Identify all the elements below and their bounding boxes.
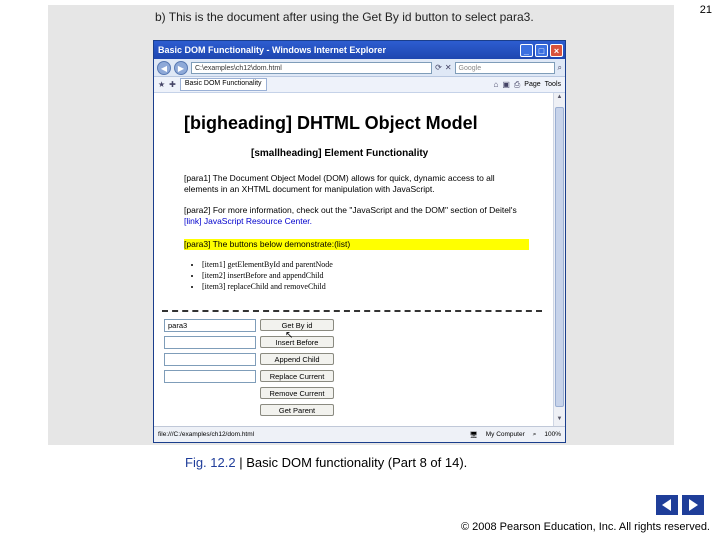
window-title: Basic DOM Functionality - Windows Internet Explorer [158, 45, 386, 55]
append-child-button[interactable]: Append Child [260, 353, 334, 365]
remove-current-button[interactable]: Remove Current [260, 387, 334, 399]
vertical-scrollbar[interactable] [553, 93, 565, 426]
list-item: • [item2] insertBefore and appendChild [202, 270, 333, 281]
feeds-icon[interactable]: ▣ [502, 80, 510, 89]
forward-icon[interactable]: ▶ [174, 61, 188, 75]
refresh-icon[interactable]: ⟳ [435, 63, 442, 72]
browser-window [153, 40, 566, 443]
figure-caption [185, 455, 467, 470]
status-bar [154, 426, 565, 442]
para3-highlighted: [para3] The buttons below demonstrate:(list) [184, 239, 529, 250]
list-item: • [item3] replaceChild and removeChild [202, 281, 333, 292]
append-input[interactable] [164, 353, 256, 366]
zoom-icon[interactable]: ⌕ [532, 430, 537, 438]
figure-number: Fig. 12.2 [185, 455, 236, 470]
scroll-up-icon[interactable]: ▲ [556, 94, 563, 100]
tools-menu[interactable]: Tools [544, 81, 561, 88]
insert-before-button[interactable]: Insert Before [260, 336, 334, 348]
search-icon[interactable]: ⌕ [557, 62, 562, 72]
close-icon[interactable]: × [550, 44, 563, 57]
page-number: 21 [699, 4, 712, 16]
minimize-icon[interactable]: _ [520, 44, 533, 57]
bigheading: [bigheading] DHTML Object Model [184, 113, 478, 133]
insert-input[interactable] [164, 336, 256, 349]
para2 [184, 205, 529, 227]
scroll-thumb[interactable] [555, 107, 564, 407]
status-url: file:///C:/examples/ch12/dom.html [158, 431, 255, 438]
replace-input[interactable] [164, 370, 256, 383]
favorites-bar [154, 77, 565, 93]
dashed-divider [162, 310, 542, 312]
computer-icon: 🖥 [469, 431, 478, 439]
get-parent-button[interactable]: Get Parent [260, 404, 334, 416]
list-item: • [item1] getElementById and parentNode [202, 259, 333, 270]
smallheading: [smallheading] Element Functionality [251, 148, 429, 159]
get-by-id-button[interactable]: Get By id [260, 319, 334, 331]
add-favorite-icon[interactable]: ✚ [169, 80, 176, 89]
home-icon[interactable]: ⌂ [493, 80, 499, 89]
address-input[interactable]: C:\examples\ch12\dom.html [191, 62, 432, 74]
page-content [154, 93, 553, 426]
tab-basic-dom[interactable]: Basic DOM Functionality [180, 78, 267, 91]
scroll-down-icon[interactable]: ▼ [556, 416, 563, 422]
title-bar [154, 41, 565, 59]
stop-icon[interactable]: ✕ [444, 63, 452, 72]
zoom-level[interactable]: 100% [544, 431, 561, 438]
id-input[interactable]: para3 [164, 319, 256, 332]
javascript-resource-link[interactable]: [link] JavaScript Resource Center. [184, 216, 313, 226]
replace-current-button[interactable]: Replace Current [260, 370, 334, 382]
item-list [188, 259, 333, 292]
copyright: © 2008 Pearson Education, Inc. All rights reserved. [460, 521, 710, 533]
back-icon[interactable]: ◀ [157, 61, 171, 75]
previous-slide-icon[interactable] [656, 495, 678, 515]
figure-text: | Basic DOM functionality (Part 8 of 14). [239, 455, 468, 470]
para2-text: [para2] For more information, check out the "JavaScript and the DOM" section of Deitel's [184, 205, 517, 215]
next-slide-icon[interactable] [682, 495, 704, 515]
status-zone: My Computer [485, 431, 525, 438]
print-icon[interactable]: ⎙ [513, 79, 521, 89]
page-menu[interactable]: Page [524, 81, 541, 88]
maximize-icon[interactable]: □ [535, 44, 548, 57]
address-bar [154, 59, 565, 77]
search-input[interactable]: Google [455, 62, 555, 74]
screenshot-caption: b) This is the document after using the Get By id button to select para3. [155, 10, 534, 24]
para1: [para1] The Document Object Model (DOM) allows for quick, dynamic access to all elements in an XHTML document for manipulation with JavaScript. [184, 173, 495, 194]
mouse-cursor-icon: ↖ [285, 330, 294, 341]
favorites-star-icon[interactable]: ★ [158, 80, 166, 89]
